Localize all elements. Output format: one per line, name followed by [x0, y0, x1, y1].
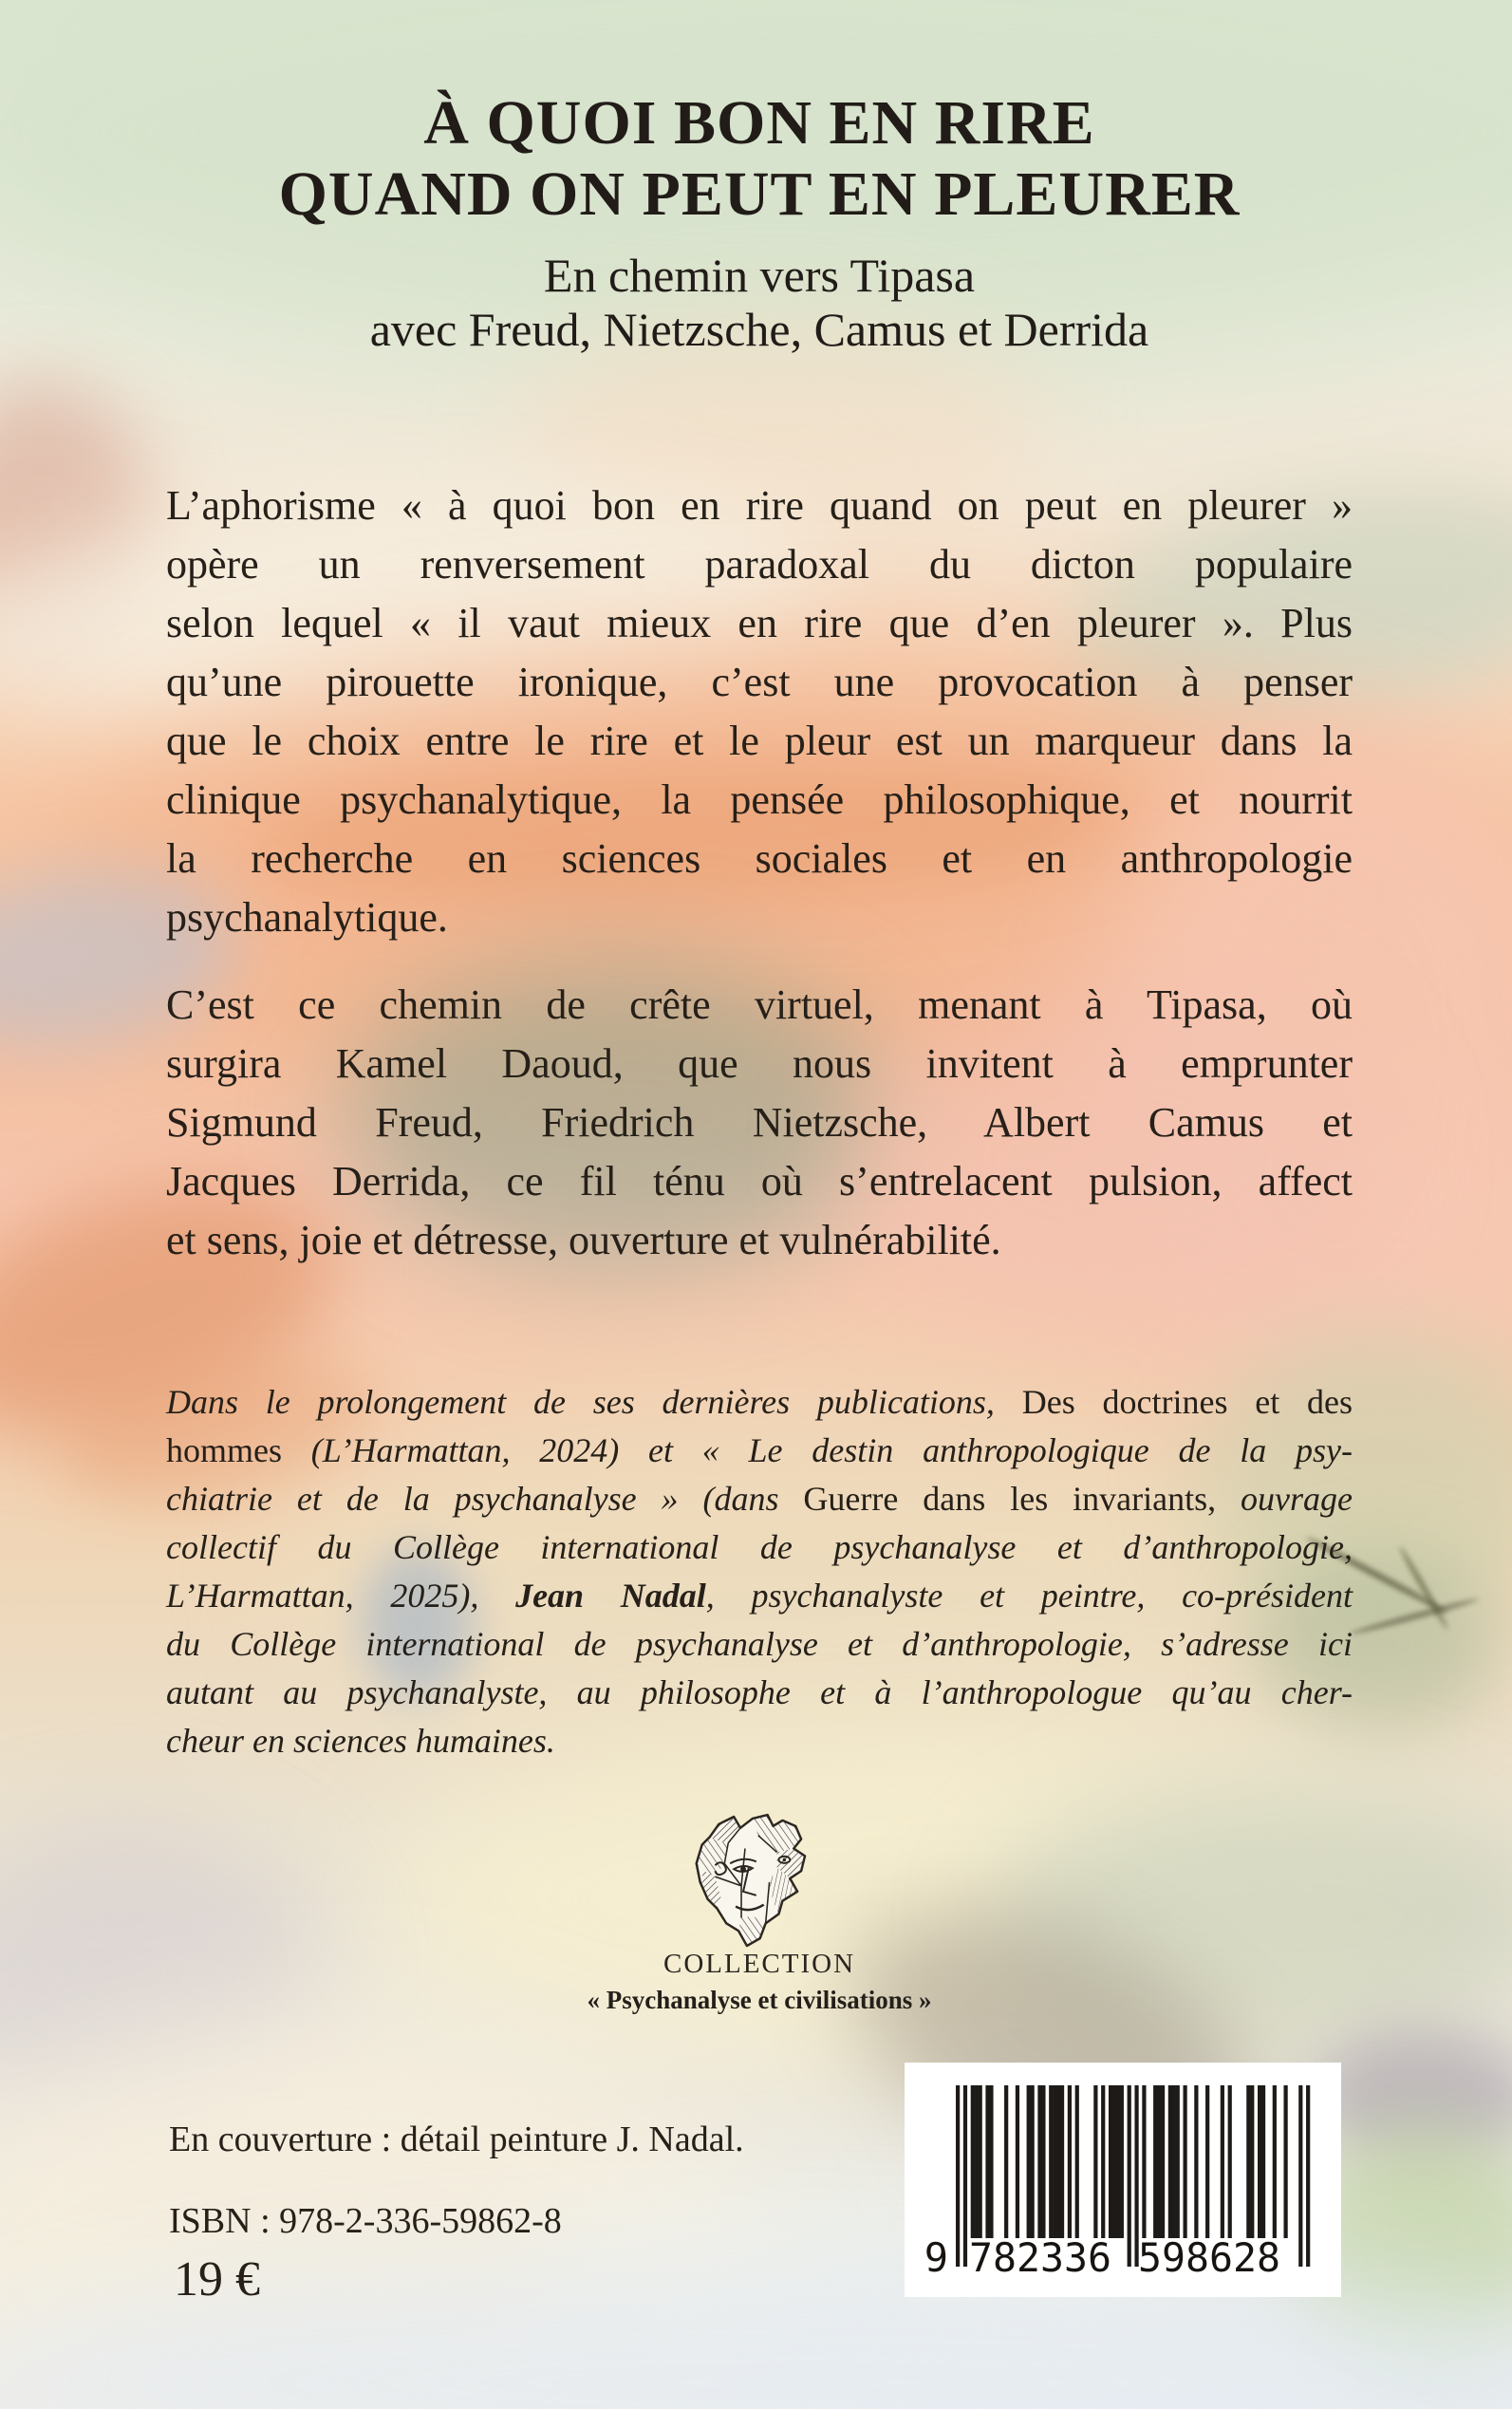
text-line: psychanalytique. — [166, 894, 448, 941]
text-segment: Des doctrines et des — [1021, 1383, 1353, 1421]
synopsis-paragraph-1 — [166, 476, 1353, 947]
text-line — [166, 1717, 1353, 1765]
barcode-digit-9: 9 — [924, 2234, 948, 2281]
text-line: et sens, joie et détresse, ouverture et vulnérabilité. — [166, 1217, 1001, 1263]
isbn-text: ISBN : 978-2-336-59862-8 — [169, 2201, 562, 2241]
text-segment: Guerre dans les invariants, — [803, 1480, 1241, 1518]
text-line: selon lequel « il vaut mieux en rire que d’en pleurer ». Plus — [166, 600, 1353, 646]
collection-logo — [686, 1811, 817, 1956]
text-segment: chiatrie et de la psychanalyse » (dans — [166, 1480, 804, 1518]
book-title-line1: À QUOI BON EN RIRE — [423, 88, 1095, 158]
text-line — [166, 1475, 1353, 1523]
barcode-image — [905, 2063, 1341, 2297]
text-line — [166, 1523, 1353, 1572]
cover-credit: En couverture : détail peinture J. Nadal. — [169, 2120, 744, 2159]
text-line: que le choix entre le rire et le pleur est un marqueur dans la — [166, 718, 1353, 764]
text-line: Sigmund Freud, Friedrich Nietzsche, Albert Camus et — [166, 1099, 1353, 1146]
text-segment: collectif du Collège international de psychanalyse et d’anthropologie, — [166, 1528, 1353, 1566]
book-subtitle-line1: En chemin vers Tipasa — [543, 249, 976, 302]
text-line — [166, 1620, 1353, 1669]
text-segment: hommes — [166, 1431, 311, 1469]
text-line: L’aphorisme « à quoi bon en rire quand on peut en pleurer » — [166, 482, 1353, 529]
barcode-digits-right: 598628 — [1138, 2234, 1280, 2281]
author-bio-paragraph — [166, 1378, 1353, 1765]
text-segment: ouvrage — [1241, 1480, 1353, 1518]
text-segment: autant au psychanalyste, au philosophe et à l’anthropologue qu’au cher- — [166, 1673, 1353, 1711]
text-line: qu’une pirouette ironique, c’est une provocation à penser — [166, 659, 1353, 705]
collection-name: « Psychanalyse et civilisations » — [587, 1986, 932, 2014]
text-segment: cheur en sciences humaines. — [166, 1722, 555, 1760]
text-line — [166, 1378, 1353, 1427]
barcode-digits-left: 782336 — [969, 2234, 1111, 2281]
text-line: clinique psychanalytique, la pensée philosophique, et nourrit — [166, 776, 1353, 823]
heart-stone-logo-icon — [686, 1811, 817, 1951]
text-line — [166, 1669, 1353, 1717]
text-line: surgira Kamel Daoud, que nous invitent à emprunter — [166, 1040, 1353, 1087]
text-line: opère un renversement paradoxal du dicton populaire — [166, 541, 1353, 588]
book-subtitle-line2: avec Freud, Nietzsche, Camus et Derrida — [369, 303, 1149, 356]
synopsis-paragraph-2 — [166, 976, 1353, 1270]
text-segment: (L’Harmattan, 2024) et « Le destin anthropologique de la psy- — [310, 1431, 1353, 1469]
text-line — [166, 1427, 1353, 1475]
text-line — [166, 1572, 1353, 1620]
text-line: Jacques Derrida, ce fil ténu où s’entrelacent pulsion, affect — [166, 1158, 1353, 1204]
text-segment: Dans le prolongement de ses dernières publications, — [166, 1383, 1022, 1421]
price-text: 19 € — [174, 2252, 260, 2306]
text-line: la recherche en sciences sociales et en anthropologie — [166, 835, 1353, 882]
text-segment: , psychanalyste et peintre, co-président — [705, 1577, 1353, 1615]
text-segment: L’Harmattan, 2025), — [166, 1577, 516, 1615]
book-title-line2: QUAND ON PEUT EN PLEURER — [278, 159, 1241, 229]
text-segment: du Collège international de psychanalyse et d’anthropologie, s’adresse ici — [166, 1625, 1353, 1663]
text-segment: Jean Nadal — [515, 1577, 706, 1615]
collection-label: COLLECTION — [663, 1949, 856, 1979]
book-title — [161, 87, 1357, 230]
book-subtitle — [161, 249, 1357, 357]
text-line: C’est ce chemin de crête virtuel, menant à Tipasa, où — [166, 981, 1353, 1028]
ean13-barcode — [905, 2063, 1341, 2297]
